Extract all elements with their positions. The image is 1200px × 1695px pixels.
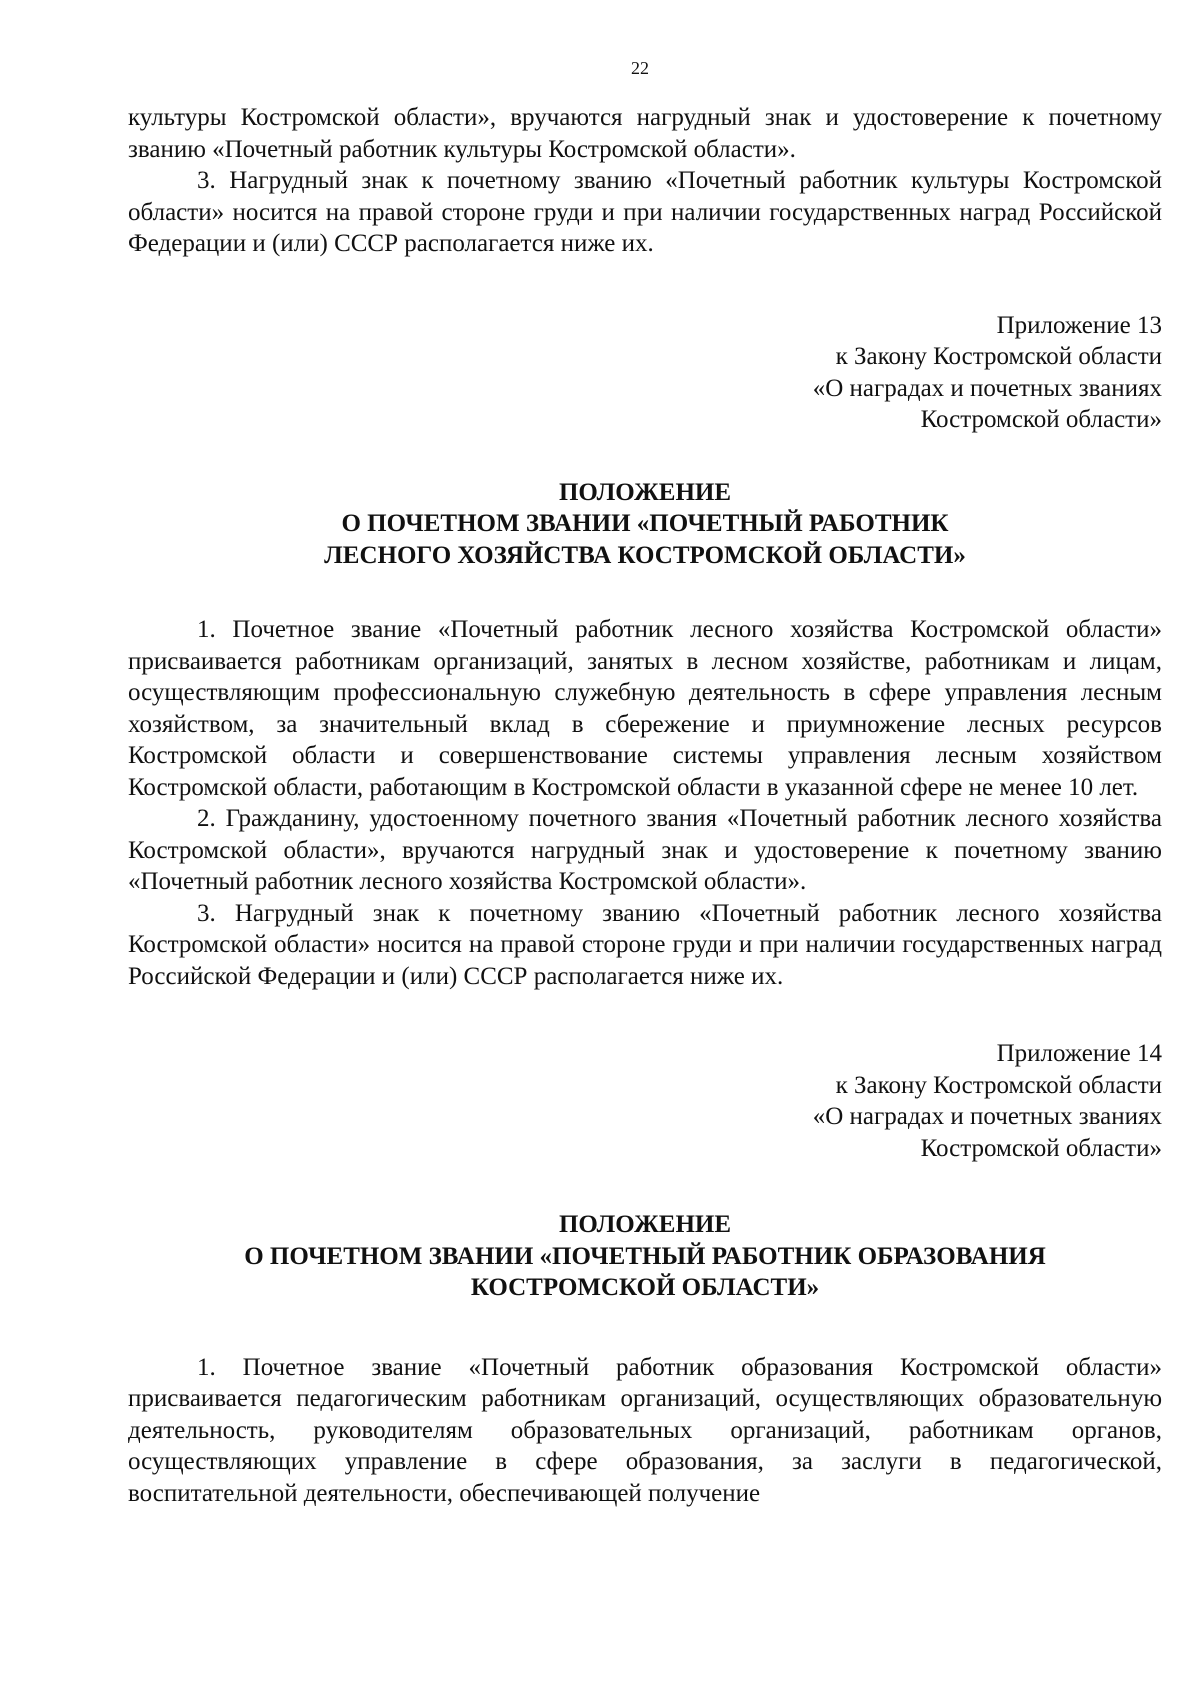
appendix-13-line3: «О наградах и почетных званиях: [812, 374, 1162, 402]
intro-paragraph-3: 3. Нагрудный знак к почетному званию «Почетный работник культуры Костромской области» носится на правой стороне груди и при наличии государственных наград Российской Федерации и (или) СССР располагается ниже их.: [128, 167, 1162, 257]
section-13-heading-line1: ПОЛОЖЕНИЕ: [558, 478, 732, 506]
section-13-heading-line3: ЛЕСНОГО ХОЗЯЙСТВА КОСТРОМСКОЙ ОБЛАСТИ»: [324, 541, 966, 569]
section-14-heading: [128, 1209, 1162, 1304]
appendix-13-line4: Костромской области»: [920, 406, 1162, 433]
appendix-14-line1: Приложение 14: [996, 1040, 1162, 1067]
section-13-paragraph-2: 2. Гражданину, удостоенному почетного звания «Почетный работник лесного хозяйства Костромской области», вручаются нагрудный знак и удостоверение к почетному званию «Почетный работник лесного хозяйства Костромской области».: [128, 805, 1162, 895]
section-13-paragraph-1: 1. Почетное звание «Почетный работник лесного хозяйства Костромской области» присваивается работникам организаций, занятых в лесном хозяйстве, работникам и лицам, осуществляющим профессиональную служебную деятельность в сфере управления лесным хозяйством, за значительный вклад в сбережение и приумножение лесных ресурсов Костромской области и совершенствование системы управления лесным хозяйством Костромской области, работающим в Костромской области в указанной сфере не менее 10 лет.: [128, 616, 1162, 801]
page-content: [128, 102, 1162, 1509]
appendix-13-caption: [128, 310, 1162, 436]
appendix-14-line3: «О наградах и почетных званиях: [812, 1103, 1162, 1130]
appendix-14-line2: к Закону Костромской области: [835, 1071, 1162, 1099]
appendix-13-line2: к Закону Костромской области: [835, 343, 1162, 370]
section-14-paragraph-1: 1. Почетное звание «Почетный работник образования Костромской области» присваивается педагогическим работникам организаций, осуществляющих образовательную деятельность, руководителям образовательных организаций, работникам органов, осуществляющих управление в сфере образования, за заслуги в педагогической, воспитательной деятельности, обеспечивающей получение: [128, 1353, 1162, 1507]
section-14-heading-line3: КОСТРОМСКОЙ ОБЛАСТИ»: [470, 1274, 820, 1301]
appendix-14-line4: Костромской области»: [920, 1134, 1162, 1162]
section-13-heading: [128, 477, 1162, 572]
section-14-heading-line2: О ПОЧЕТНОМ ЗВАНИИ «ПОЧЕТНЫЙ РАБОТНИК ОБРАЗОВАНИЯ: [244, 1242, 1046, 1270]
intro-paragraph-continuation: культуры Костромской области», вручаются нагрудный знак и удостоверение к почетному званию «Почетный работник культуры Костромской области».: [128, 104, 1162, 163]
appendix-13-line1: Приложение 13: [996, 311, 1162, 339]
page-number: 22: [631, 58, 649, 78]
appendix-14-caption: [128, 1038, 1162, 1164]
section-13-paragraph-3: 3. Нагрудный знак к почетному званию «Почетный работник лесного хозяйства Костромской области» носится на правой стороне груди и при наличии государственных наград Российской Федерации и (или) СССР располагается ниже их.: [128, 899, 1162, 990]
section-13-heading-line2: О ПОЧЕТНОМ ЗВАНИИ «ПОЧЕТНЫЙ РАБОТНИК: [341, 510, 949, 537]
section-14-heading-line1: ПОЛОЖЕНИЕ: [558, 1211, 732, 1238]
